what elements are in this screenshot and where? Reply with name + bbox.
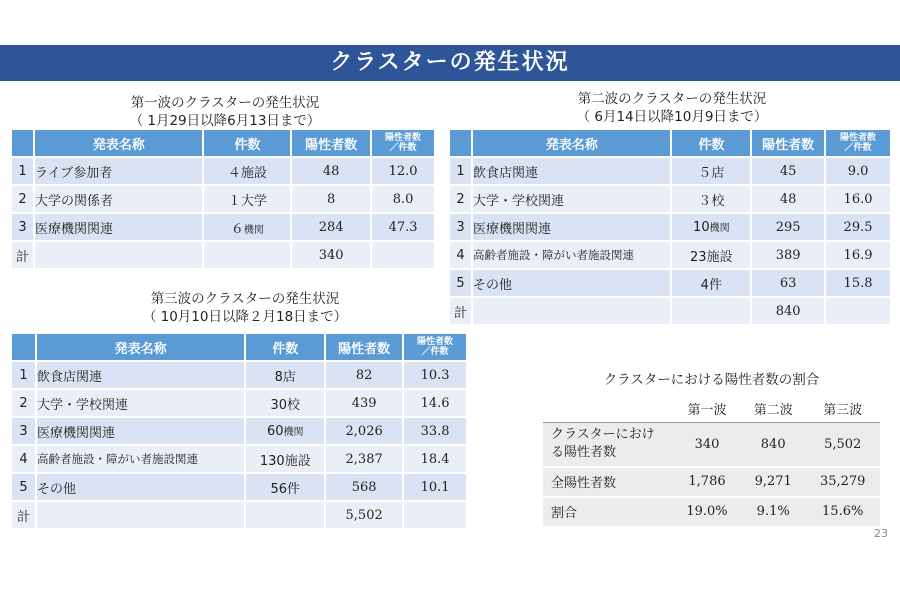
row-no: 3: [12, 213, 34, 241]
row-count: [203, 185, 291, 213]
total-empty: [203, 241, 291, 269]
header-positives: 陽性者数: [325, 334, 403, 361]
table-row: [543, 497, 880, 527]
count-unit: 件: [708, 277, 722, 293]
header-name: 発表名称: [36, 334, 245, 361]
count-unit: 施設: [284, 453, 311, 469]
row-positives: 82: [325, 361, 403, 389]
wave1-caption: [15, 94, 435, 130]
header-no: [12, 130, 34, 157]
total-label: 計: [450, 297, 472, 325]
ratio-row-label: [543, 423, 673, 467]
header-ratio-line1: 陽性者数: [385, 133, 422, 143]
ratio-col-wave2: 第二波: [741, 394, 805, 423]
count-unit: 機関: [709, 223, 730, 234]
row-no: 5: [12, 473, 36, 501]
count-unit: 機関: [243, 224, 264, 236]
table-header-row: [450, 130, 891, 157]
header-name: 発表名称: [34, 130, 204, 157]
count-num: 56: [270, 481, 288, 497]
row-name: 大学・学校関連: [36, 389, 245, 417]
wave1-caption-period: （ 1月29日以降6月13日まで）: [129, 113, 321, 129]
table-row: [12, 361, 467, 389]
header-no: [450, 130, 472, 157]
label-line2: る陽性者数: [551, 445, 617, 461]
ratio-value: 5,502: [805, 423, 880, 467]
row-ratio: 16.0: [825, 185, 891, 213]
count-unit: 店: [711, 165, 725, 181]
row-ratio: 16.9: [825, 241, 891, 269]
ratio-section: [543, 368, 880, 528]
row-name: ライブ参加者: [34, 157, 204, 185]
table-row: [543, 423, 880, 467]
row-positives: 284: [291, 213, 371, 241]
wave3-caption-title: 第三波のクラスターの発生状況: [150, 291, 340, 307]
table-total-row: [450, 297, 891, 325]
row-ratio: 9.0: [825, 157, 891, 185]
count-num: 60: [267, 424, 284, 439]
row-ratio: 12.0: [371, 157, 435, 185]
row-ratio: 10.3: [403, 361, 467, 389]
header-count: 件数: [671, 130, 751, 157]
header-no: [12, 334, 36, 361]
row-no: 2: [12, 185, 34, 213]
row-count: [245, 473, 325, 501]
row-count: [245, 361, 325, 389]
row-no: 1: [12, 157, 34, 185]
table-row: [12, 445, 467, 473]
row-count: [671, 269, 751, 297]
table-header-row: [12, 334, 467, 361]
count-num: ３: [698, 193, 712, 209]
row-positives: 439: [325, 389, 403, 417]
wave3-table: [12, 334, 468, 530]
row-positives: 2,026: [325, 417, 403, 445]
ratio-value: 15.6%: [805, 497, 880, 527]
row-no: 1: [450, 157, 472, 185]
total-positives: 840: [751, 297, 825, 325]
row-ratio: 14.6: [403, 389, 467, 417]
wave2-caption: [452, 90, 892, 126]
ratio-value: 340: [673, 423, 741, 467]
count-num: 130: [259, 453, 285, 469]
row-positives: 295: [751, 213, 825, 241]
wave3-caption: [15, 290, 475, 326]
header-ratio-line1: 陽性者数: [840, 133, 877, 143]
ratio-table: [543, 394, 880, 528]
ratio-header-empty: [543, 394, 673, 423]
count-num: ５: [698, 165, 712, 181]
count-unit: 施設: [706, 249, 733, 265]
ratio-value: 9.1%: [741, 497, 805, 527]
ratio-value: 9,271: [741, 467, 805, 497]
total-empty: [36, 501, 245, 529]
table-row: [450, 185, 891, 213]
total-empty: [34, 241, 204, 269]
table-total-row: [12, 241, 435, 269]
row-ratio: 33.8: [403, 417, 467, 445]
table-row: [12, 417, 467, 445]
header-ratio: [825, 130, 891, 157]
row-count: [671, 241, 751, 269]
row-ratio: 10.1: [403, 473, 467, 501]
label-line1: クラスターにおけ: [551, 427, 655, 443]
count-unit: 店: [282, 369, 296, 385]
row-name: 医療機関関連: [36, 417, 245, 445]
table-row: [543, 467, 880, 497]
wave1-caption-title: 第一波のクラスターの発生状況: [130, 95, 320, 111]
row-no: 1: [12, 361, 36, 389]
count-unit: 施設: [240, 165, 267, 181]
total-label: 計: [12, 241, 34, 269]
wave2-caption-period: （ 6月14日以降10月9日まで）: [576, 109, 768, 125]
header-ratio: [371, 130, 435, 157]
row-name: 高齢者施設・障がい者施設関連: [472, 241, 671, 269]
row-ratio: 8.0: [371, 185, 435, 213]
header-positives: 陽性者数: [751, 130, 825, 157]
ratio-title: クラスターにおける陽性者数の割合: [603, 372, 820, 388]
row-name: 大学・学校関連: [472, 185, 671, 213]
count-num: 8: [274, 369, 283, 385]
row-name: 医療機関関連: [34, 213, 204, 241]
row-ratio: 18.4: [403, 445, 467, 473]
count-num: 4: [700, 277, 709, 293]
count-unit: 校: [287, 397, 301, 413]
table-row: [450, 269, 891, 297]
count-num: １: [227, 193, 241, 209]
row-name: 飲食店関連: [472, 157, 671, 185]
row-positives: 63: [751, 269, 825, 297]
header-count: 件数: [203, 130, 291, 157]
row-count: [203, 157, 291, 185]
table-row: [450, 157, 891, 185]
count-unit: 校: [711, 193, 725, 209]
count-unit: 大学: [240, 193, 267, 209]
header-ratio-line2: ／件数: [844, 143, 872, 153]
page-title: クラスターの発生状況: [0, 45, 900, 81]
count-num: ４: [227, 165, 241, 181]
row-positives: 389: [751, 241, 825, 269]
row-positives: 48: [291, 157, 371, 185]
count-num: 10: [693, 220, 710, 235]
wave2-table: [450, 130, 892, 326]
row-count: [245, 389, 325, 417]
row-positives: 568: [325, 473, 403, 501]
count-num: 23: [690, 249, 707, 265]
row-ratio: 47.3: [371, 213, 435, 241]
total-empty: [403, 501, 467, 529]
ratio-col-wave1: 第一波: [673, 394, 741, 423]
table-row: [12, 473, 467, 501]
header-name: 発表名称: [472, 130, 671, 157]
header-ratio-line2: ／件数: [389, 143, 417, 153]
row-no: 2: [12, 389, 36, 417]
row-no: 5: [450, 269, 472, 297]
total-empty: [825, 297, 891, 325]
count-num: 30: [270, 397, 288, 413]
header-ratio-line1: 陽性者数: [417, 337, 454, 347]
row-name: その他: [472, 269, 671, 297]
row-name: その他: [36, 473, 245, 501]
row-name: 高齢者施設・障がい者施設関連: [36, 445, 245, 473]
total-positives: 5,502: [325, 501, 403, 529]
row-no: 3: [12, 417, 36, 445]
ratio-row-label: 割合: [543, 497, 673, 527]
row-name: 医療機関関連: [472, 213, 671, 241]
ratio-row-label: 全陽性者数: [543, 467, 673, 497]
row-name: 飲食店関連: [36, 361, 245, 389]
row-no: 4: [450, 241, 472, 269]
table-row: [12, 389, 467, 417]
table-header-row: [12, 130, 435, 157]
wave3-caption-period: （ 10月10日以降２月18日まで）: [142, 309, 348, 325]
row-ratio: 15.8: [825, 269, 891, 297]
page-number: 23: [874, 527, 888, 540]
header-count: 件数: [245, 334, 325, 361]
table-row: [450, 213, 891, 241]
ratio-header-row: [543, 394, 880, 423]
total-empty: [245, 501, 325, 529]
row-positives: 48: [751, 185, 825, 213]
ratio-col-wave3: 第三波: [805, 394, 880, 423]
row-count: [671, 185, 751, 213]
row-count: [245, 417, 325, 445]
total-empty: [472, 297, 671, 325]
row-positives: 8: [291, 185, 371, 213]
table-row: [450, 241, 891, 269]
table-row: [12, 213, 435, 241]
row-count: [203, 213, 291, 241]
ratio-value: 35,279: [805, 467, 880, 497]
row-name: 大学の関係者: [34, 185, 204, 213]
wave2-caption-title: 第二波のクラスターの発生状況: [577, 91, 767, 107]
row-count: [671, 213, 751, 241]
table-total-row: [12, 501, 467, 529]
ratio-value: 19.0%: [673, 497, 741, 527]
count-unit: 機関: [283, 427, 304, 438]
total-empty: [371, 241, 435, 269]
row-no: 4: [12, 445, 36, 473]
row-count: [245, 445, 325, 473]
count-num: ６: [230, 221, 244, 237]
row-no: 2: [450, 185, 472, 213]
wave1-table: [12, 130, 436, 270]
row-count: [671, 157, 751, 185]
row-no: 3: [450, 213, 472, 241]
table-row: [12, 185, 435, 213]
row-ratio: 29.5: [825, 213, 891, 241]
count-unit: 件: [287, 481, 301, 497]
table-row: [12, 157, 435, 185]
header-positives: 陽性者数: [291, 130, 371, 157]
row-positives: 45: [751, 157, 825, 185]
total-positives: 340: [291, 241, 371, 269]
row-positives: 2,387: [325, 445, 403, 473]
header-ratio-line2: ／件数: [421, 347, 449, 357]
ratio-value: 1,786: [673, 467, 741, 497]
total-label: 計: [12, 501, 36, 529]
total-empty: [671, 297, 751, 325]
ratio-value: 840: [741, 423, 805, 467]
header-ratio: [403, 334, 467, 361]
